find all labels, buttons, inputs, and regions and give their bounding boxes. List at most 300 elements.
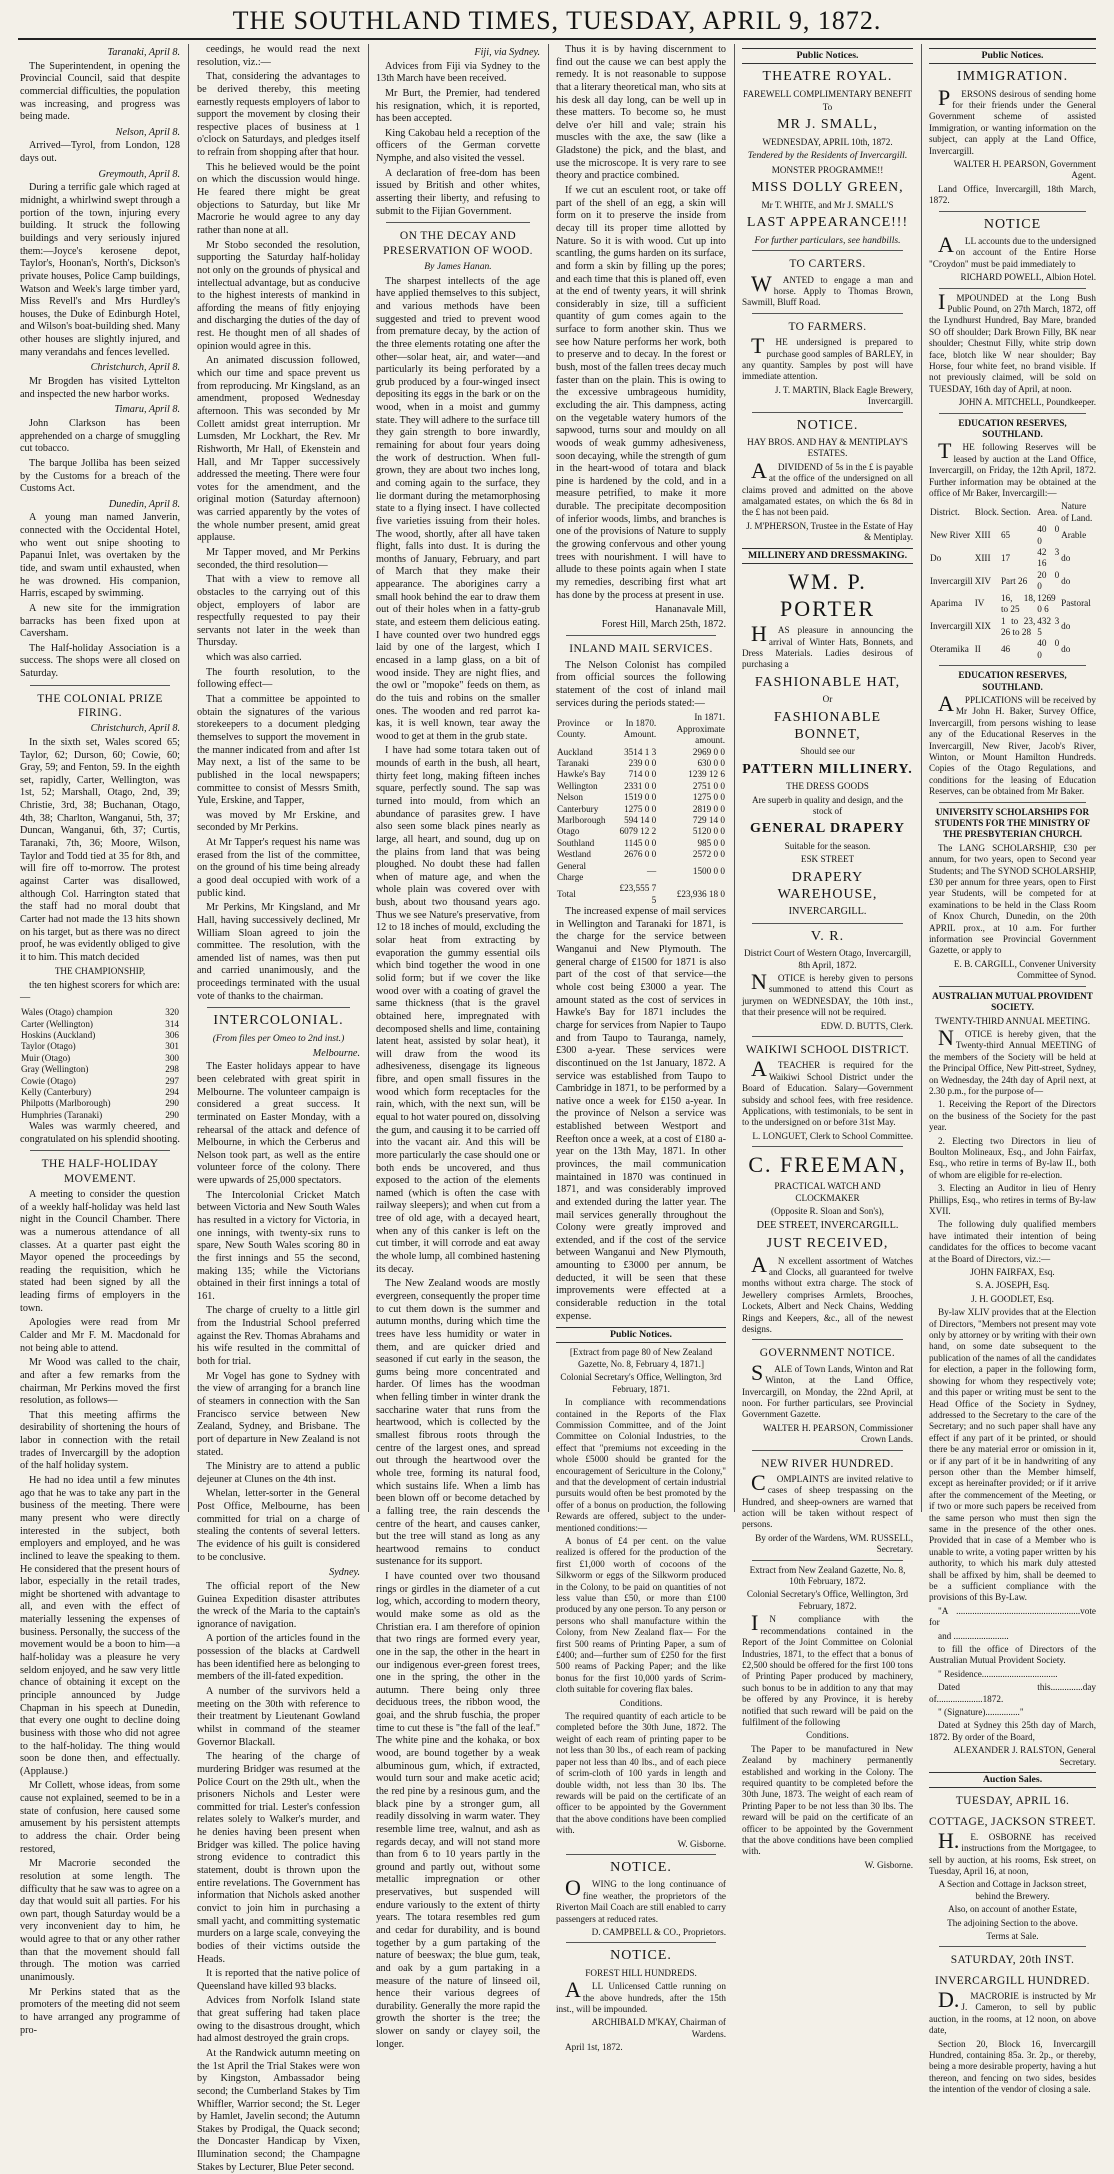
article-paragraph: Mr Stobo seconded the resolution, supporting the Saturday half-holiday not only on the grounds of physical and intellectual advantage, but as conducive to the highest interests of mankind in affording the means of fitly enjoying and discharging the duties of the day of rest. He thought men of all shades of opinion would agree in this.: [197, 239, 360, 352]
table-cell: Westland: [557, 849, 591, 860]
signature: WALTER H. PEARSON, Commissioner Crown Lands.: [763, 1422, 913, 1445]
table-cell: 1239 12 6: [688, 769, 725, 780]
divider: [207, 1007, 350, 1008]
candidate-list: [929, 1267, 1096, 1305]
dateline: Fiji, via Sydney.: [474, 47, 540, 58]
table-cell: Otago: [557, 826, 580, 837]
divider: [30, 685, 170, 686]
divider: [566, 635, 716, 636]
table-cell: 1 to 23, 26 to 28: [1000, 615, 1036, 637]
news-paragraph: The barque Jolliba has been seized by the Customs for a breach of the Customs Act.: [20, 457, 180, 495]
divider: [566, 1854, 716, 1855]
table-cell: 5120 0 0: [692, 826, 725, 837]
article-body: [556, 44, 726, 602]
article-paragraph: Mr Vogel has gone to Sydney with the view of arranging for a branch line of steamers in connection with the San Francisco service between New Zealand, Sydney, and Brisbane. The port of departure in New Zealand is not stated.: [197, 1370, 360, 1458]
table-cell: 1269 0 6: [1037, 592, 1056, 615]
table-cell: XIX: [974, 621, 992, 632]
notice-heading: EDUCATION RESERVES, SOUTHLAND.: [958, 417, 1067, 440]
table-cell: Arable: [1061, 529, 1087, 540]
article-paragraph: Whelan, letter-sorter in the General Post Office, Melbourne, has been committed for trial on a charge of stealing the contents of several letters. The evidence of his guilt is considered to be conclusive.: [197, 1488, 360, 1563]
table-header-row: [556, 712, 726, 746]
reserves-table: [929, 501, 1096, 661]
table-cell: Wellington: [557, 780, 598, 791]
article-paragraph: The Intercolonial Cricket Match between Victoria and New South Wales has resulted in a victory for Victoria, in one innings, with twenty-six runs to spare, New South Wales scoring 80 in the first innings and 55 the second, making 135; while the Victorians obtained in their first innings a total of 161.: [197, 1189, 360, 1302]
notice-text: ATEACHER is required for the Waikiwi School District under the Board of Education. Salary—Government subsidy and school fees, with free residence. Applications, with testimonials, to be sent in to the undersigned on or before 31st May.: [742, 1056, 913, 1128]
score-name: Muir (Otago): [21, 1052, 71, 1063]
notice-subheading: Conditions.: [619, 1697, 663, 1708]
table-cell: 40 0 0: [1037, 524, 1060, 546]
table-cell: Pastoral: [1061, 598, 1091, 609]
table-row: [929, 593, 1096, 616]
candidate-name: J. H. GOODLET, Esq.: [971, 1293, 1054, 1304]
score-name: Kelly (Canterbury): [21, 1086, 92, 1097]
news-paragraph: Arrived—Tyrol, from London, 128 days out.: [20, 140, 180, 165]
news-paragraph: The Superintendent, in opening the Provincial Council, said that despite commercial difficulties, the population was increasing, and progress was being made.: [20, 60, 180, 123]
table-row: [556, 792, 726, 803]
notice-date: Land Office, Invercargill, 18th March, 1872.: [929, 183, 1096, 206]
article-paragraph: I have counted over two thousand rings or girdles in the diameter of a cut log, which, according to modern theory, would make some as old as the Christian era. I am therefore of opinion that two rings are formed every year, one in the sap, the other in the heart in our indigenous ever-green forest trees, one in the spring, the other in the autumn. There being only three deciduous trees, the ribbon wood, the goai, and the shrub fuschia, the proper time to cut these is "the fall of the leaf." The white pine and the kohaka, or box wood, are bound together by a weak albuminous gum, which, if extracted, would turn sour and make acetic acid; the red pine by a resinous gum, and the black pine by a stronger gum, all readily dissolving in warm water. They resemble lime tree, walnut, and ash as regards decay, and will not stand more than from 6 to 10 years partly in the ground and partly out, without some metallic impregnation or other preservatives, but suspended will endure variously to the extent of thirty years. The totara resembles red gum and cedar for durability, and is bound together by a gum partaking of the nature of beeswax; the blue gum, teak, and oak by a gum partaking in a measure of the nature of linseed oil, hence their various degrees of durability. Generally the more rapid the growth the shorter is the tree; the slower on sandy or clayey soil, the longer.: [376, 1571, 540, 2050]
article-paragraph: He had no idea until a few minutes ago that he was to take any part in the business of the meeting. There were many present who were directly interested in the subject, both employers and employed, and he was inclined to leave the speaking to them. He considered that the present hours of labor, especially in the retail trades, might be shortened with advantage to all, and even with the effect of materially lessening the expenses of business. Personally, the success of the movement would be a boon to him—a half-holiday was a pleasure he very seldom enjoyed, and he saw very little chance of obtaining it except on the principle announced by Judge Chapman in his speech at Dunedin, that every one ought to decline doing business with those who did not agree to the half-holiday. The thing would soon be done then, and effectually. (Applause.): [20, 1475, 180, 1777]
score-value: 297: [165, 1075, 179, 1086]
form-line: and ........................: [938, 1630, 1009, 1641]
section-band: Public Notices.: [556, 1327, 726, 1343]
notice-heading: UNIVERSITY SCHOLARSHIPS FOR STUDENTS FOR THE MINISTRY OF THE PRESBYTERIAN CHURCH.: [934, 806, 1091, 840]
notice-text: THE undersigned is prepared to purchase good samples of BARLEY, in any quantity. Samples by post will have immediate attention.: [742, 333, 913, 382]
article-paragraph: That this meeting affirms the desirability of shortening the hours of labor in connection with the retail trades of Invercargill by the adoption of the half holiday system.: [20, 1409, 180, 1472]
ad-line: MONSTER PROGRAMME!!: [771, 164, 884, 175]
notice-text: SALE of Town Lands, Winton and Rat Winton, at the Land Office, Invercargill, on Monday, the 22nd April, at noon. For further particulars, see Provincial Government Gazette.: [742, 1359, 913, 1420]
signature: JOHN A. MITCHELL, Poundkeeper.: [958, 397, 1096, 408]
table-row: [20, 1007, 180, 1018]
dateline: Greymouth, April 8.: [98, 168, 180, 180]
sale-title: COTTAGE, JACKSON STREET.: [929, 1815, 1096, 1828]
notice-subheading: HAY BROS. AND HAY & MENTIPLAY'S ESTATES.: [747, 436, 908, 459]
notice-heading: NEW RIVER HUNDRED.: [761, 1457, 894, 1470]
table-header-row: [929, 501, 1096, 524]
subheading: THE CHAMPIONSHIP,: [54, 966, 146, 977]
article-paragraph: which was also carried.: [206, 652, 302, 664]
form-line: "A ......................................................vote for: [929, 1605, 1096, 1628]
sale-line: A Section and Cottage in Jackson street, behind the Brewery.: [938, 1879, 1087, 1901]
dateline: Sydney.: [329, 1567, 360, 1579]
divider: [939, 413, 1086, 414]
ad-line: LAST APPEARANCE!!!: [746, 215, 909, 231]
divider: [939, 211, 1086, 212]
divider: [752, 1036, 903, 1037]
table-row: [556, 861, 726, 884]
article-paragraph: At the Randwick autumn meeting on the 1st April the Trial Stakes were won by Kingston, Ambassador being second; the Cumberland Stakes by Tim Whiffler, Warrior second; the St. Leger by Hamlet, Javelin second; the Autumn Stakes by Prodigal, the Quack second; the Doncaster Handicap by Vixen, Illumination second; the Champagne Stakes by Lecturer, Blue Peter second.: [197, 2047, 360, 2173]
form-line: " Residence.................................: [938, 1668, 1058, 1679]
table-cell: do: [1061, 644, 1071, 655]
article-paragraph: The fourth resolution, to the following effect—: [197, 666, 360, 691]
signature: W. Gisborne.: [677, 1838, 726, 1849]
column-2: [197, 44, 360, 2173]
score-value: 290: [165, 1109, 179, 1120]
voting-form: [929, 1606, 1096, 1719]
article-paragraph: Mr Perkins, Mr Kingsland, and Mr Hall, having successively declined, Mr William Sloan agreed to join the committee. The resolution, with the amended list of names, was then put and carried unanimously, and the proceedings terminated with the usual vote of thanks to the chairman.: [197, 902, 360, 1002]
table-cell: XIII: [974, 552, 991, 563]
signature: RICHARD POWELL, Albion Hotel.: [960, 272, 1096, 283]
table-cell: General Charge: [557, 860, 587, 882]
column-divider: [548, 44, 549, 1512]
table-header-cell: Block.: [974, 507, 999, 518]
ad-line: WEDNESDAY, APRIL 10th, 1872.: [762, 136, 893, 147]
ad-line: For further particulars, see handbills.: [754, 234, 901, 246]
score-value: 301: [165, 1041, 179, 1052]
ad-text: AN excellent assortment of Watches and Clocks, all guaranteed for twelve months without extra charge. The stock of Jewellery comprises Armlets, Brooches, Lockets, Albert and Neck Chains, Wedding Rings and Keepers, &c., all of the newest designs.: [742, 1251, 913, 1335]
table-cell: Invercargill: [930, 621, 973, 632]
notice-heading: TO FARMERS.: [788, 320, 867, 333]
table-cell: 2819 0 0: [692, 803, 725, 814]
notice-text: ALL Unlicensed Cattle running on the above hundreds, after the 15th inst., will be impounded.: [556, 1977, 726, 2014]
table-cell: 1519 0 0: [624, 792, 657, 803]
article-body: [376, 276, 540, 2052]
article-heading: INLAND MAIL SERVICES.: [569, 643, 713, 656]
table-cell: £23,555 7 5: [619, 883, 657, 905]
sale-line: The adjoining Section to the above.: [947, 1917, 1078, 1928]
notice-line: Colonial Secretary's Office, Wellington, 3rd February, 1872.: [746, 1589, 909, 1611]
score-name: Cowie (Otago): [21, 1075, 76, 1086]
article-paragraph: That, considering the advantages to be derived thereby, this meeting earnestly requests employers of labor to support the movement by closing their respective places of business at 1 o'clock on Saturdays, and pledges itself to refrain from shopping after that hour.: [197, 71, 360, 159]
signature: D. CAMPBELL & CO., Proprietors.: [591, 1926, 726, 1937]
article-paragraph: The Easter holidays appear to have been celebrated with great spirit in Melbourne. The volunteer campaign is considered a great success. It terminated on Easter Monday, with a rehearsal of the attack and defence of Melbourne, in which the Cerberus and Nelson took part, as well as the entire volunteer force of the colony. There were upwards of 25,000 spectators.: [197, 1061, 360, 1187]
article-paragraph: Advices from Fiji via Sydney to the 13th March have been received.: [376, 60, 540, 85]
table-cell: Taranaki: [557, 757, 590, 768]
ad-line: INVERCARGILL.: [788, 906, 867, 918]
article-paragraph: A number of the survivors held a meeting on the 30th with reference to their treatment by Lieutenant Gowland whilst in command of the steamer Governor Blackall.: [197, 1686, 360, 1748]
article-heading: ON THE DECAY AND PRESERVATION OF WOOD.: [383, 230, 533, 257]
table-cell: 6079 12 2: [619, 826, 657, 837]
sale-line: Also, on account of another Estate,: [948, 1904, 1077, 1915]
score-value: 290: [165, 1098, 179, 1109]
article-paragraph: Mr Perkins stated that as the promoters of the meeting did not seem to have arranged any programme of pro-: [20, 1986, 180, 2036]
article-heading: THE HALF-HOLIDAY MOVEMENT.: [41, 1158, 159, 1185]
table-cell: 1275 0 0: [624, 803, 657, 814]
table-cell: 239 0 0: [628, 757, 657, 768]
table-cell: 2572 0 0: [692, 849, 725, 860]
signature: L. LONGUET, Clerk to School Committee.: [752, 1130, 913, 1141]
notice-line: Colonial Secretary's Office, Wellington, 3rd February, 1871.: [560, 1372, 722, 1394]
table-row: [20, 1041, 180, 1052]
ad-line: Are superb in quality and design, and the stock of: [751, 794, 904, 816]
notice-text: The following duly qualified members have intimated their intention of being candidates for the offices to become vacant at the Board of Directors, viz.:—: [929, 1219, 1096, 1264]
ad-line: FASHIONABLE HAT,: [754, 674, 901, 690]
article-paragraph: The hearing of the charge of murdering Bridger was resumed at the Police Court on the 29th ult., when the prisoners Nichols and Lester were committed for trial. Lester's confession relates solely to Walker's murder, and he denies having been present when Bridger was killed. The police having strong evidence to contradict this statement, doubt is thrown upon the entire revelations. The Government has information that Nichols asked another convict to join him in purchasing a small yacht, and committing systematic murders on a large scale, conveying the bodies of their victims outside the Heads.: [197, 1751, 360, 1965]
table-cell: Hawke's Bay: [557, 769, 606, 780]
article-paragraph: Mr Wood was called to the chair, and after a few remarks from the chairman, Mr Perkins moved the first resolution, as follows—: [20, 1357, 180, 1407]
column-1: [20, 44, 180, 2036]
score-name: Philpotts (Marlborough): [21, 1098, 111, 1109]
table-cell: 714 0 0: [628, 769, 657, 780]
section-band: Public Notices.: [742, 48, 913, 64]
divider: [752, 1339, 903, 1340]
ad-line: Tendered by the Residents of Invercargill.: [747, 150, 908, 162]
column-divider: [921, 44, 922, 1512]
article-paragraph: The charge of cruelty to a little girl from the Industrial School preferred against the Rev. Thomas Abrahams and his wife resulted in the committal of both for trial.: [197, 1305, 360, 1368]
divider: [752, 1146, 903, 1147]
notice-heading: AUSTRALIAN MUTUAL PROVIDENT SOCIETY.: [932, 990, 1093, 1013]
table-header-cell: In 1871. Approximate amount.: [676, 712, 725, 746]
score-value: 298: [165, 1064, 179, 1075]
sale-text: D.MACRORIE is instructed by Mr J. Cameron, to sell by public auction, in the rooms, at 12 noon, on above date,: [929, 1986, 1096, 2036]
table-cell: 630 0 0: [697, 757, 725, 768]
notice-heading: NOTICE.: [610, 1948, 672, 1964]
ad-text: HAS pleasure in announcing the arrival of Winter Hats, Bonnets, and Dress Materials. Ladies desirous of purchasing a: [742, 621, 913, 670]
notice-line: [Extract from page 80 of New Zealand Gazette, No. 8, February 4, 1871.]: [569, 1347, 713, 1369]
form-line: " (Signature)...............": [938, 1707, 1024, 1718]
notice-text: IN compliance with the recommendations contained in the Report of the Joint Committee on Colonial Industries, 1871, to the effect that a bonus of £2,500 should be offered for the first 100 tons of Printing Paper produced by machinery, such bonus to be in addition to any that may be offered by any Province, it is hereby notified that such reward will be paid on the fulfilment of the following: [742, 1610, 913, 1727]
article-paragraph: That a committee be appointed to obtain the signatures of the various storekeepers to a document pledging themselves to support the movement in the manner indicated from and after 1st May next, a list of the same to be published in the local newspapers; committee to consist of Messrs Smith, Yule, Erskine, and Tapper,: [197, 694, 360, 807]
section-band: Auction Sales.: [929, 1772, 1096, 1788]
ad-line: MISS DOLLY GREEN,: [751, 180, 904, 196]
royal-cipher: V. R.: [810, 928, 845, 944]
article-body: [197, 44, 360, 1003]
notice-text: IMPOUNDED at the Long Bush Public Pound, on 27th March, 1872, off the Lyndhurst Hundred, Bay Mare, branded SO off shoulder; Dark Brown Filly, BK near shoulder; Chestnut Filly, white strip down face, blotch like W near shoulder; Bay Horse, four white feet, no brand visible. If not previously claimed, will be sold on TUESDAY, 16th day of April, at noon.: [929, 288, 1096, 394]
dateline: Melbourne.: [312, 1047, 360, 1059]
article-body: [20, 1189, 180, 2037]
table-cell: 20 0 0: [1037, 569, 1060, 592]
table-cell: 17: [1000, 552, 1011, 563]
news-paragraph: The Half-holiday Association is a success. The shops were all closed on Saturday.: [20, 642, 180, 680]
advertiser-name: C. FREEMAN,: [748, 1152, 907, 1178]
score-value: 320: [165, 1007, 179, 1018]
notice-subheading: Conditions.: [806, 1730, 849, 1741]
divider: [939, 802, 1086, 803]
notice-heading: TO CARTERS.: [789, 258, 866, 271]
table-row: [556, 815, 726, 826]
byline: By James Hanan.: [424, 260, 492, 272]
table-row: [929, 524, 1096, 547]
divider: [752, 1560, 903, 1561]
article-paragraph: The Nelson Colonist has compiled from official sources the following statement of the cost of inland mail services during the periods stated:—: [556, 659, 726, 709]
masthead: THE SOUTHLAND TIMES, TUESDAY, APRIL 9, 1872.: [232, 6, 882, 35]
news-paragraph: Mr Brogden has visited Lyttelton and inspected the new harbor works.: [20, 376, 180, 400]
list-item: 3. Electing an Auditor in lieu of Henry Phillips, Esq., who retires in terms of By-law XVII.: [929, 1183, 1096, 1217]
table-row: [20, 1076, 180, 1087]
table-row: [20, 1019, 180, 1030]
article-paragraph: Mr Macrorie seconded the resolution at some length. The difficulty that he saw was to agree on a day that would suit all parties. For his own part, though Saturday would be a very inconvenient day to him, he would agree to that or any other rather than that the movement should fall through. The motion was carried unanimously.: [20, 1858, 180, 1984]
notice-heading: Extract from New Zealand Gazette, No. 8, 10th February, 1872.: [749, 1564, 906, 1587]
article-paragraph: Advices from Norfolk Island state that great suffering had taken place owing to the disastrous drought, which had almost destroyed the grain crops.: [197, 1995, 360, 2045]
score-value: 314: [165, 1018, 179, 1029]
table-cell: Aparima: [930, 598, 963, 609]
article-paragraph: An animated discussion followed, which our time and space prevent us from reproducing. Mr Kingsland, as an amendment, proposed Wednesday afternoon. This was seconded by Mr Collett amidst great interruption. Mr Lumsden, Mr Lockhart, the Rev. Mr Rishworth, Mr Hall, of Ekenstein and Hall, and Mr Tapper successively addressed the meeting. There were four votes for the amendment, and the original motion (Saturday afternoon) was carried apparently by the votes of the whole number present, amid great applause.: [197, 355, 360, 544]
news-paragraph: During a terrific gale which raged at midnight, a whirlwind swept through a portion of the town, injuring every building. It struck the following buildings and very seriously injured them:—Joyce's kerosene depot, Taylor's, Hoonan's, North's, Dickson's private houses, Police Camp buildings, Watson and Week's large timber yard, Miss Revell's and Mrs Hurdley's houses, the Duke of Edinburgh Hotel, and Wilson's boat-building shed. Many other houses are slightly injured, and many verandahs and fences levelled.: [20, 182, 180, 358]
ad-line: FAREWELL COMPLIMENTARY BENEFIT: [743, 88, 912, 99]
article-paragraph: This he believed would be the point on which the discussion would hinge. He feared there might be great objections to Saturday, but like Mr Macrorie he would agree to any day rather than none at all.: [197, 161, 360, 236]
ad-line: Mr T. WHITE, and Mr J. SMALL'S: [761, 199, 894, 210]
table-cell: IV: [974, 598, 985, 609]
table-row: [556, 838, 726, 849]
column-5: [742, 44, 913, 1870]
sale-line: Section 20, Block 16, Invercargill Hundred, containing 85a. 3r. 2p., or thereby, being a more desirable property, having a hut thereon, and fencing on two sides, besides the intention of the vendor of closing a sale.: [929, 2038, 1096, 2095]
dateline: Taranaki, April 8.: [107, 47, 180, 58]
table-row: [929, 616, 1096, 639]
table-row: [556, 826, 726, 837]
list-item: 1. Receiving the Report of the Directors on the business of the Society for the past year.: [929, 1099, 1096, 1133]
divider: [939, 986, 1086, 987]
masthead-rule: [18, 38, 1096, 40]
ad-line: PRACTICAL WATCH AND CLOCKMAKER: [774, 1181, 881, 1203]
signature: ARCHIBALD M'KAY, Chairman of Wardens.: [591, 2017, 726, 2039]
dateline: Christchurch, April 8.: [90, 723, 180, 735]
article-paragraph: The official report of the New Guinea Expedition disaster attributes the wreck of the Maria to the captain's ignorance of navigation.: [197, 1580, 360, 1630]
score-name: Gray (Wellington): [21, 1064, 89, 1075]
ad-line: JUST RECEIVED,: [766, 1236, 889, 1252]
table-header-cell: District.: [930, 507, 960, 518]
table-header-cell: Area.: [1037, 507, 1058, 518]
table-header-cell: Province or County.: [557, 717, 613, 740]
table-cell: 2331 0 0: [624, 780, 657, 791]
article-paragraph: In the sixth set, Wales scored 65; Taylor, 62; Durson, 60; Cowie, 60; Gray, 59; and Fenton, 59. In the eighth set, rapidly, Carter, Wellington, was 1st, 52; Marshall, Otago, 2nd, 39; Christie, 3rd, 38; Buchanan, Otago, 4th, 38; Charlton, Wanganui, 5th, 37; Duncan, Wanganui, 6th, 37; Curtis, Taranaki, 7th, 36; Moore, Wilson, Taylor and Todd tied at 35 for 8th, and will fire off to-morrow. The protest against Carter was disallowed, although Col. Harrington stated that the staff had no moral doubt that Carter had not made the 13 hits shown on his target, but as there was no direct proof, he was evidently obliged to give it to him. This match decided: [20, 736, 180, 963]
ad-line: DEE STREET, INVERCARGILL.: [756, 1219, 899, 1231]
article-paragraph: The sharpest intellects of the age have applied themselves to this subject, and various methods have been suggested and tried to prevent wood from premature decay, by the action of the three elements rotating one after the other—solar heat, air, and water—and particularly its being perforated by a grub produced by a four-winged insect depositing its eggs in the bark or on the wood, when in a moist and gummy state. They will adhere to the surface till they gain strength to bore inwardly, remaining for about four years doing the work of destruction. When full-grown, they are about two inches long, and coming again to the surface, they lie dormant during the metamorphosing state to a flying insect. I have collected five varieties issuing from their holes. The wood, shortly, after all have taken flight, falls into dust. It is during the months of January, February, and part of March that they make their appearance. The aborigines carry a small hook behind the ear to draw them out of their holes when in a fatty-grub state, and esteem them delicious eating. I have counted over two hundred eggs laid by one of the largest, which I encased in a lamp glass, on a bit of wood inside. They are night flies, and the owl or "mopoke" feeds on them, as do the tuis and robins on the smaller ones. The wooden and red parrot ka-kas, it is well known, tear away the wood to get at them in the grub state.: [376, 275, 540, 742]
table-cell: Do: [930, 552, 942, 563]
table-cell: 729 14 0: [692, 814, 725, 825]
ad-line: THE DRESS GOODS: [786, 781, 869, 792]
article-heading: INTERCOLONIAL.: [213, 1013, 344, 1029]
notice-heading: NOTICE.: [610, 1859, 672, 1875]
table-header-cell: Section.: [1000, 507, 1031, 518]
table-cell: New River: [930, 529, 971, 540]
table-row: [20, 1087, 180, 1098]
table-cell: 65: [1000, 529, 1011, 540]
table-cell: XIII: [974, 529, 991, 540]
article-paragraph: It is reported that the native police of Queensland have killed 93 blacks.: [197, 1968, 360, 1992]
form-line: to fill the office of Directors of the Australian Mutual Provident Society.: [929, 1644, 1096, 1666]
table-cell: XIV: [974, 575, 992, 586]
news-paragraph: John Clarkson has been apprehended on a charge of smuggling cut tobacco.: [20, 417, 180, 455]
table-cell: 42 3 16: [1037, 547, 1060, 569]
article-heading: THE COLONIAL PRIZE FIRING.: [37, 692, 163, 719]
table-cell: 2969 0 0: [692, 746, 725, 757]
column-divider: [188, 44, 189, 1512]
divider: [752, 412, 903, 413]
table-cell: Marlborough: [557, 814, 606, 825]
notice-subheading: FOREST HILL HUNDREDS.: [585, 1967, 697, 1978]
article-paragraph: King Cakobau held a reception of the officers of the German corvette Nymphe, and also visited the vessel.: [376, 127, 540, 165]
notice-heading: IMMIGRATION.: [956, 69, 1069, 85]
notice-heading: EDUCATION RESERVES, SOUTHLAND.: [958, 670, 1067, 692]
article-paragraph: At Mr Tapper's request his name was erased from the list of the committee, on the ground of his time being already a good deal occupied with work of a public kind.: [197, 837, 360, 899]
article-paragraph: ceedings, he would read the next resolution, viz.:—: [197, 44, 360, 68]
notice-text: The required quantity of each article to be completed before the 30th June, 1872. The weight of each ream of printing paper to be not less than 30 lbs., of each ream of packing paper not less than 40 lbs., and of each piece of scrim-cloth of 100 yards in length and double width, not less than 30 lbs. The rewards will be paid on the certificate of an officer to be appointed by the Government that the above conditions have been complied with.: [556, 1711, 726, 1836]
sale-title: INVERCARGILL HUNDRED.: [935, 1974, 1090, 1987]
table-cell: 2751 0 0: [692, 780, 725, 791]
notice-text: NOTICE is hereby given to persons summoned to attend this Court as jurymen on WEDNESDAY, the 10th inst., that their presence will not be required.: [742, 969, 913, 1018]
table-cell: 594 14 0: [624, 814, 657, 825]
table-row: [556, 804, 726, 815]
divider: [30, 1150, 170, 1151]
sale-date: TUESDAY, APRIL 16.: [955, 1795, 1070, 1808]
sale-line: Terms at Sale.: [986, 1931, 1039, 1941]
column-6: [929, 44, 1096, 2095]
article-paragraph: the ten highest scorers for which are:—: [20, 979, 180, 1004]
ad-line: FASHIONABLE BONNET,: [773, 709, 882, 742]
article-body: [376, 61, 540, 219]
notice-text: Dated at Sydney this 25th day of March, 1872. By order of the Board,: [929, 1720, 1096, 1742]
dateline: Dunedin, April 8.: [108, 498, 180, 510]
section-band: MILLINERY AND DRESSMAKING.: [742, 548, 913, 564]
score-name: Humphries (Taranaki): [21, 1109, 103, 1120]
table-row: [20, 1064, 180, 1075]
table-cell: 3514 1 3: [624, 746, 657, 757]
article-paragraph: Mr Burt, the Premier, had tendered his resignation, which, it is reported, has been accepted.: [376, 87, 540, 125]
notice-text: COMPLAINTS are invited relative to cases of sheep trespassing on the Hundred, and sheep-owners are warned that action will be taken without respect of persons.: [742, 1469, 913, 1530]
sale-text: H.E. OSBORNE has received instructions from the Mortgagee, to sell by auction, at his rooms, Esk street, on Tuesday, April 16, at noon,: [929, 1827, 1096, 1876]
dateline: Nelson, April 8.: [115, 126, 180, 138]
signature: ALEXANDER J. RALSTON, General Secretary.: [953, 1745, 1096, 1767]
article-paragraph: A declaration of free-dom has been issued by British and other whites, asserting their liberty, and refusing to submit to the Fijian Government.: [376, 167, 540, 217]
signature: W. Gisborne.: [864, 1859, 913, 1870]
table-cell: Total: [557, 889, 576, 900]
column-divider: [734, 44, 735, 1512]
ad-line: MR J. SMALL,: [777, 117, 878, 133]
score-value: 306: [165, 1029, 179, 1040]
table-row: [556, 747, 726, 758]
ad-line: GENERAL DRAPERY: [750, 821, 905, 837]
table-cell: Auckland: [557, 746, 593, 757]
notice-date: April 1st, 1872.: [565, 2042, 623, 2053]
table-cell: do: [1061, 575, 1071, 586]
divider: [939, 665, 1086, 666]
news-items: [20, 47, 180, 681]
divider: [752, 250, 903, 251]
table-row: [556, 781, 726, 792]
table-cell: do: [1061, 621, 1071, 632]
divider: [752, 1450, 903, 1451]
article-body: [197, 1061, 360, 1564]
notice-text: PERSONS desirous of sending home for their friends under the General Government scheme of assisted Immigration, or wanting information on the subject, can apply at the Land Office, Invercargill.: [929, 84, 1096, 156]
news-paragraph: A new site for the immigration barracks has been fixed upon at Caversham.: [20, 602, 180, 640]
divider: [939, 1946, 1086, 1947]
divider: [939, 288, 1086, 289]
ad-line: Should see our: [800, 746, 855, 757]
table-row: [929, 638, 1096, 661]
sale-date: SATURDAY, 20th INST.: [950, 1954, 1075, 1967]
table-row: [556, 849, 726, 860]
table-row: [20, 1053, 180, 1064]
signature: J. M'PHERSON, Trustee in the Estate of Hay & Mentiplay.: [746, 520, 913, 543]
notice-heading: GOVERNMENT NOTICE.: [759, 1347, 896, 1360]
table-cell: 432 3 5: [1037, 615, 1060, 637]
notice-text: OWING to the long continuance of fine weather, the proprietors of the Riverton Mail Coach are still enabled to carry passengers at reduced rates.: [556, 1875, 726, 1924]
table-cell: Part 26: [1000, 575, 1028, 586]
article-paragraph: I have had some totara taken out of mounds of earth in the bush, all heart, thirty feet long, making fifteen inches square, perfectly sound. The sap was turned into mould, from which an abundance of parasites grew. I have also seen some black pines nearly as large, all heart, and sound, dug up on the plains from land that was being ploughed. No doubt these had fallen when of mature age, and when the whole plain was covered over with bush, about two thousand years ago. Thus we see Nature's preservative, from 12 to 18 inches of mould, excluding the solar heat from extracting by evaporation the gummy essential oils which bind together the wood in one solid form; but if we cover the like wood over with a coating of gravel the same thickness (that is the gravel obtained here, impregnated with decomposed shells and lime, containing latent heat, assisted by solar heat), it will draw from the wood its adhesiveness, disengage its ligneous fibre, and open small fissures in the wood which form receptacles for the rain, which, with the next sun, will be equal to hot water poured on, dissolving the gum, and causing it to be carried off into the vacant air. And this will be more particularly the case should one or both ends be uncovered, and thus exposed to the action of the elements named (which is often the case with railway sleepers); and when cut from a tree of old age, with a decayed heart, when any of this canker is left on the cut timber, it will corrode and eat away the whole lump, all combined hastening its decay.: [376, 745, 540, 1275]
table-row: [929, 547, 1096, 570]
table-cell: £23,936 18 0: [676, 889, 725, 900]
notice-heading: NOTICE.: [796, 417, 859, 433]
notice-text: APPLICATIONS will be received by Mr John H. Baker, Survey Office, Invercargill, from persons wishing to lease any of the Educational Reserves in the Invercargill, New River, Jacob's River, Winton, or Mount Hamilton Hundreds. Copies of the Otago Regulations, and conditions for the leasing of Education Reserves, can be obtained from Mr Baker.: [929, 690, 1096, 797]
table-cell: —: [647, 866, 657, 877]
article-paragraph: Mr Collett, whose ideas, from some cause not explained, seemed to be in a state of confusion, here caused some amusement by his persistent attempts to address the chair. Order being restored,: [20, 1780, 180, 1855]
form-line: Dated this..............day of....................1872.: [929, 1682, 1096, 1704]
table-cell: 985 0 0: [697, 837, 725, 848]
ad-line: Suitable for the season.: [784, 840, 871, 851]
column-divider: [368, 44, 369, 1512]
candidate-name: S. A. JOSEPH, Esq.: [975, 1280, 1050, 1291]
article-paragraph: Apologies were read from Mr Calder and Mr F. M. Macdonald for not being able to attend.: [20, 1317, 180, 1354]
table-row: [556, 758, 726, 769]
divider: [752, 313, 903, 314]
notice-heading: NOTICE: [983, 216, 1042, 232]
section-band: Public Notices.: [929, 48, 1096, 64]
list-item: 2. Electing two Directors in lieu of Boulton Molineaux, Esq., and John Fairfax, Esq., who retire in terms of By-law II., both of whom are eligible for re-election.: [929, 1135, 1096, 1180]
theatre-heading: THEATRE ROYAL.: [762, 69, 893, 85]
divider: [386, 222, 530, 223]
ad-line: To: [822, 101, 833, 112]
notice-text: ALL accounts due to the undersigned on account of the Entire Horse "Croydon" must be paid immediately to: [929, 231, 1096, 269]
